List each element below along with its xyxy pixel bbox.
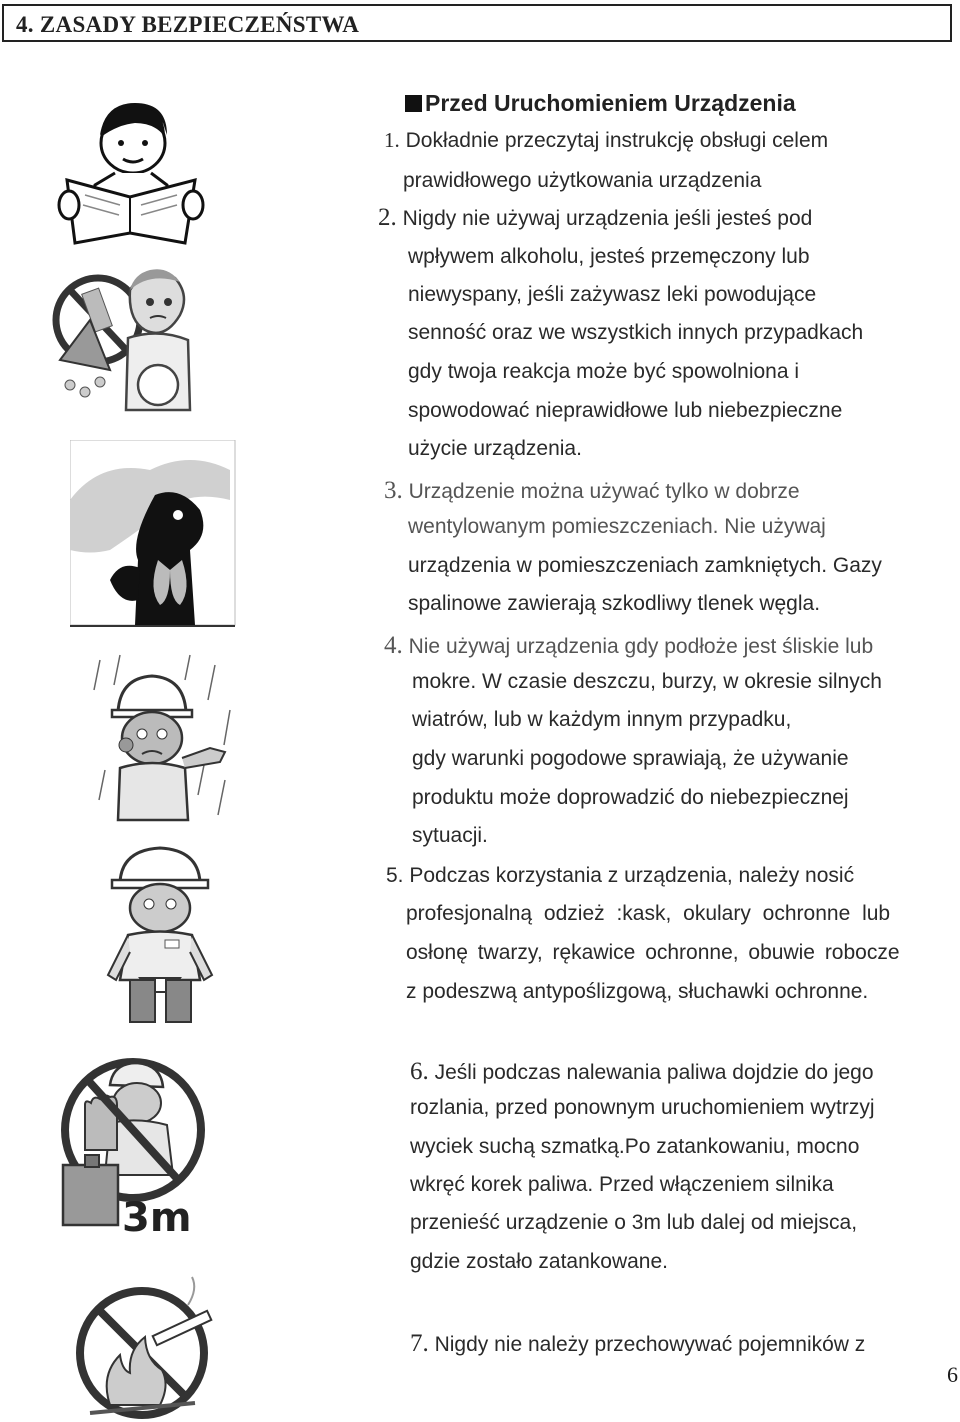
rule-2-line-6: spowodować nieprawidłowe lub niebezpieczne: [408, 399, 843, 422]
rain-weather-illustration: [90, 650, 240, 825]
distance-label: 3m: [122, 1195, 192, 1241]
no-alcohol-illustration: [50, 260, 210, 420]
square-bullet-icon: [405, 95, 422, 112]
rule-2-line-5: gdy twoja reakcja może być spowolniona i: [408, 360, 800, 383]
rule-5-line-4: z podeszwą antypoślizgową, słuchawki ochronne.: [406, 980, 869, 1003]
rule-text: Podczas korzystania z urządzenia, należy nosić: [409, 864, 855, 887]
rule-2-line-7: użycie urządzenia.: [408, 437, 582, 460]
reading-manual-illustration: [55, 95, 205, 245]
rule-4-line-1: [384, 632, 873, 660]
section-header: [2, 4, 952, 42]
rule-1-line-1: [384, 128, 828, 153]
rule-4-line-6: sytuacji.: [412, 824, 488, 847]
rule-5-number: 5.: [386, 864, 404, 887]
rule-3-line-2: wentylowanym pomieszczeniach. Nie używaj: [408, 515, 826, 538]
no-fire-smoking-illustration: [70, 1275, 220, 1420]
rule-2-line-4: senność oraz we wszystkich innych przypadkach: [408, 321, 864, 344]
rule-3-line-4: spalinowe zawierają szkodliwy tlenek węgla.: [408, 592, 821, 615]
rule-5-line-2: profesjonalną odzież :kask, okulary ochronne lub: [406, 902, 891, 925]
rule-3-number: 3.: [384, 477, 403, 504]
rule-6-line-5: przenieść urządzenie o 3m lub dalej od miejsca,: [410, 1211, 858, 1234]
rule-7-line-1: [410, 1330, 865, 1358]
rule-text: Nie używaj urządzenia gdy podłoże jest śliskie lub: [408, 635, 874, 658]
rule-3-line-1: [384, 477, 800, 505]
rule-4-line-4: gdy warunki pogodowe sprawiają, że używanie: [412, 747, 849, 770]
rule-6-line-3: wyciek suchą szmatką.Po zatankowaniu, mocno: [410, 1135, 860, 1158]
rule-4-number: 4.: [384, 632, 403, 659]
rule-5-line-3: osłonę twarzy, rękawice ochronne, obuwie robocze: [406, 941, 900, 964]
rule-6-number: 6.: [410, 1058, 429, 1085]
subsection-title-text: Przed Uruchomieniem Urządzenia: [425, 90, 796, 116]
rule-4-line-2: mokre. W czasie deszczu, burzy, w okresie silnych: [412, 670, 882, 693]
rule-1-line-2: prawidłowego użytkowania urządzenia: [403, 169, 762, 192]
rule-6-line-6: gdzie zostało zatankowane.: [410, 1250, 668, 1273]
rule-5-line-1: [386, 864, 854, 888]
rule-text: Urządzenie można używać tylko w dobrze: [408, 480, 800, 503]
rule-text: Dokładnie przeczytaj instrukcję obsługi celem: [405, 129, 829, 152]
rule-2-line-3: niewyspany, jeśli zażywasz leki powodujące: [408, 283, 817, 306]
subsection-title: [405, 90, 796, 117]
rule-6-line-1: [410, 1058, 874, 1086]
rule-2-line-1: [378, 204, 812, 232]
rule-2-line-2: wpływem alkoholu, jesteś przemęczony lub: [408, 245, 810, 268]
page-number: 6: [947, 1362, 958, 1387]
exhaust-fumes-illustration: [70, 440, 240, 630]
rule-1-number: 1.: [384, 128, 400, 152]
rule-2-number: 2.: [378, 204, 397, 231]
rule-7-number: 7.: [410, 1330, 429, 1357]
rule-6-line-2: rozlania, przed ponownym uruchomieniem wytrzyj: [410, 1096, 875, 1119]
rule-text: Jeśli podczas nalewania paliwa dojdzie do jego: [434, 1061, 874, 1084]
protective-gear-illustration: [100, 840, 225, 1025]
rule-text: Nigdy nie należy przechowywać pojemników z: [434, 1333, 866, 1356]
rule-4-line-3: wiatrów, lub w każdym innym przypadku,: [412, 708, 792, 731]
section-header-title: 4. ZASADY BEZPIECZEŃSTWA: [16, 12, 360, 37]
rule-text: Nigdy nie używaj urządzenia jeśli jesteś pod: [402, 207, 813, 230]
rule-4-line-5: produktu może doprowadzić do niebezpiecznej: [412, 786, 849, 809]
rule-6-line-4: wkręć korek paliwa. Przed włączeniem silnika: [410, 1173, 834, 1196]
rule-3-line-3: urządzenia w pomieszczeniach zamkniętych. Gazy: [408, 554, 882, 577]
